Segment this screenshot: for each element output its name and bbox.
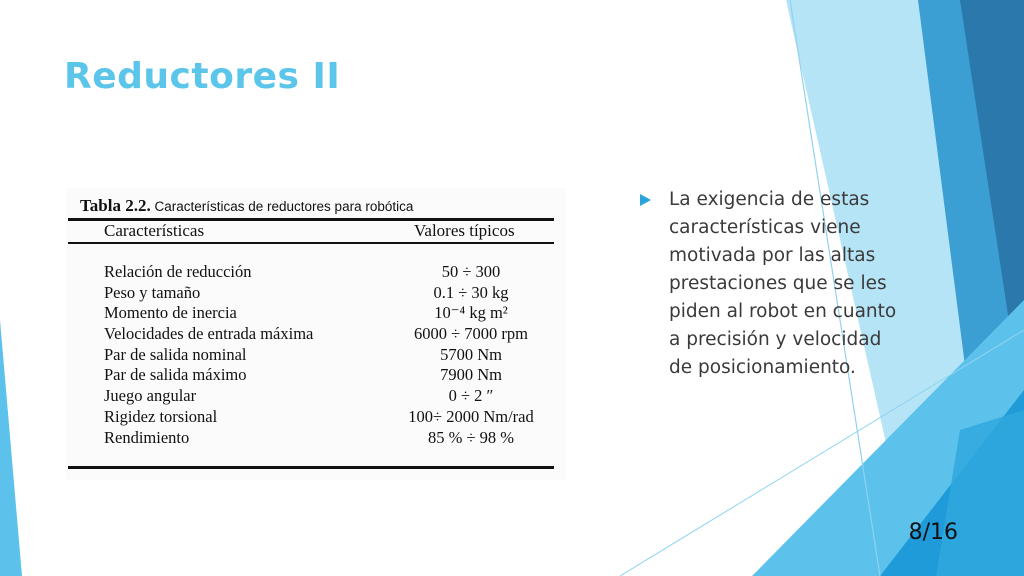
row-value: 0 ÷ 2 ″ <box>448 386 494 406</box>
table-row <box>66 303 566 324</box>
row-value: 6000 ÷ 7000 rpm <box>413 324 529 344</box>
row-value: 100÷ 2000 Nm/rad <box>408 406 534 426</box>
row-characteristic: Relación de reducción <box>104 262 252 281</box>
slide-title: Reductores II <box>64 56 341 97</box>
row-characteristic: Peso y tamaño <box>104 282 201 302</box>
table-row <box>66 345 566 366</box>
table-caption-text: Características de reductores para robótica <box>154 199 414 214</box>
table-header-rule <box>68 242 554 244</box>
row-value: 85 % ÷ 98 % <box>427 427 515 447</box>
row-characteristic: Velocidades de entrada máxima <box>104 324 314 344</box>
row-value: 5700 Nm <box>440 344 502 364</box>
row-characteristic: Rendimiento <box>104 427 190 447</box>
table-body <box>66 262 566 448</box>
table-caption <box>80 196 413 216</box>
row-characteristic: Momento de inercia <box>104 303 237 323</box>
table-caption-number: Tabla 2.2. <box>80 196 151 215</box>
row-characteristic: Juego angular <box>104 386 197 406</box>
table-header-values: Valores típicos <box>414 221 515 240</box>
row-value: 10⁻⁴ kg m² <box>434 303 508 323</box>
table-row <box>66 428 566 449</box>
table-header-characteristics: Características <box>104 221 205 240</box>
table-row <box>66 324 566 345</box>
bullet-text: La exigencia de estas características viene motivada por las altas prestaciones que se les piden al robot en cuanto a precisión y velocidad de posicionamiento. <box>669 189 897 378</box>
page-number: 8/16 <box>908 520 958 545</box>
row-characteristic: Par de salida nominal <box>104 344 247 364</box>
table-row <box>66 365 566 386</box>
table-row <box>66 407 566 428</box>
table-row <box>66 386 566 407</box>
row-value: 7900 Nm <box>440 365 502 385</box>
table-row <box>66 262 566 283</box>
row-characteristic: Rigidez torsional <box>104 406 218 426</box>
facet-left-sliver <box>0 320 22 576</box>
table-image <box>66 188 566 480</box>
row-value: 50 ÷ 300 <box>441 262 501 281</box>
triangle-bullet-icon <box>640 194 651 206</box>
table-row <box>66 283 566 304</box>
row-value: 0.1 ÷ 30 kg <box>433 282 509 302</box>
table-bottom-rule <box>68 466 554 469</box>
row-characteristic: Par de salida máximo <box>104 365 247 385</box>
